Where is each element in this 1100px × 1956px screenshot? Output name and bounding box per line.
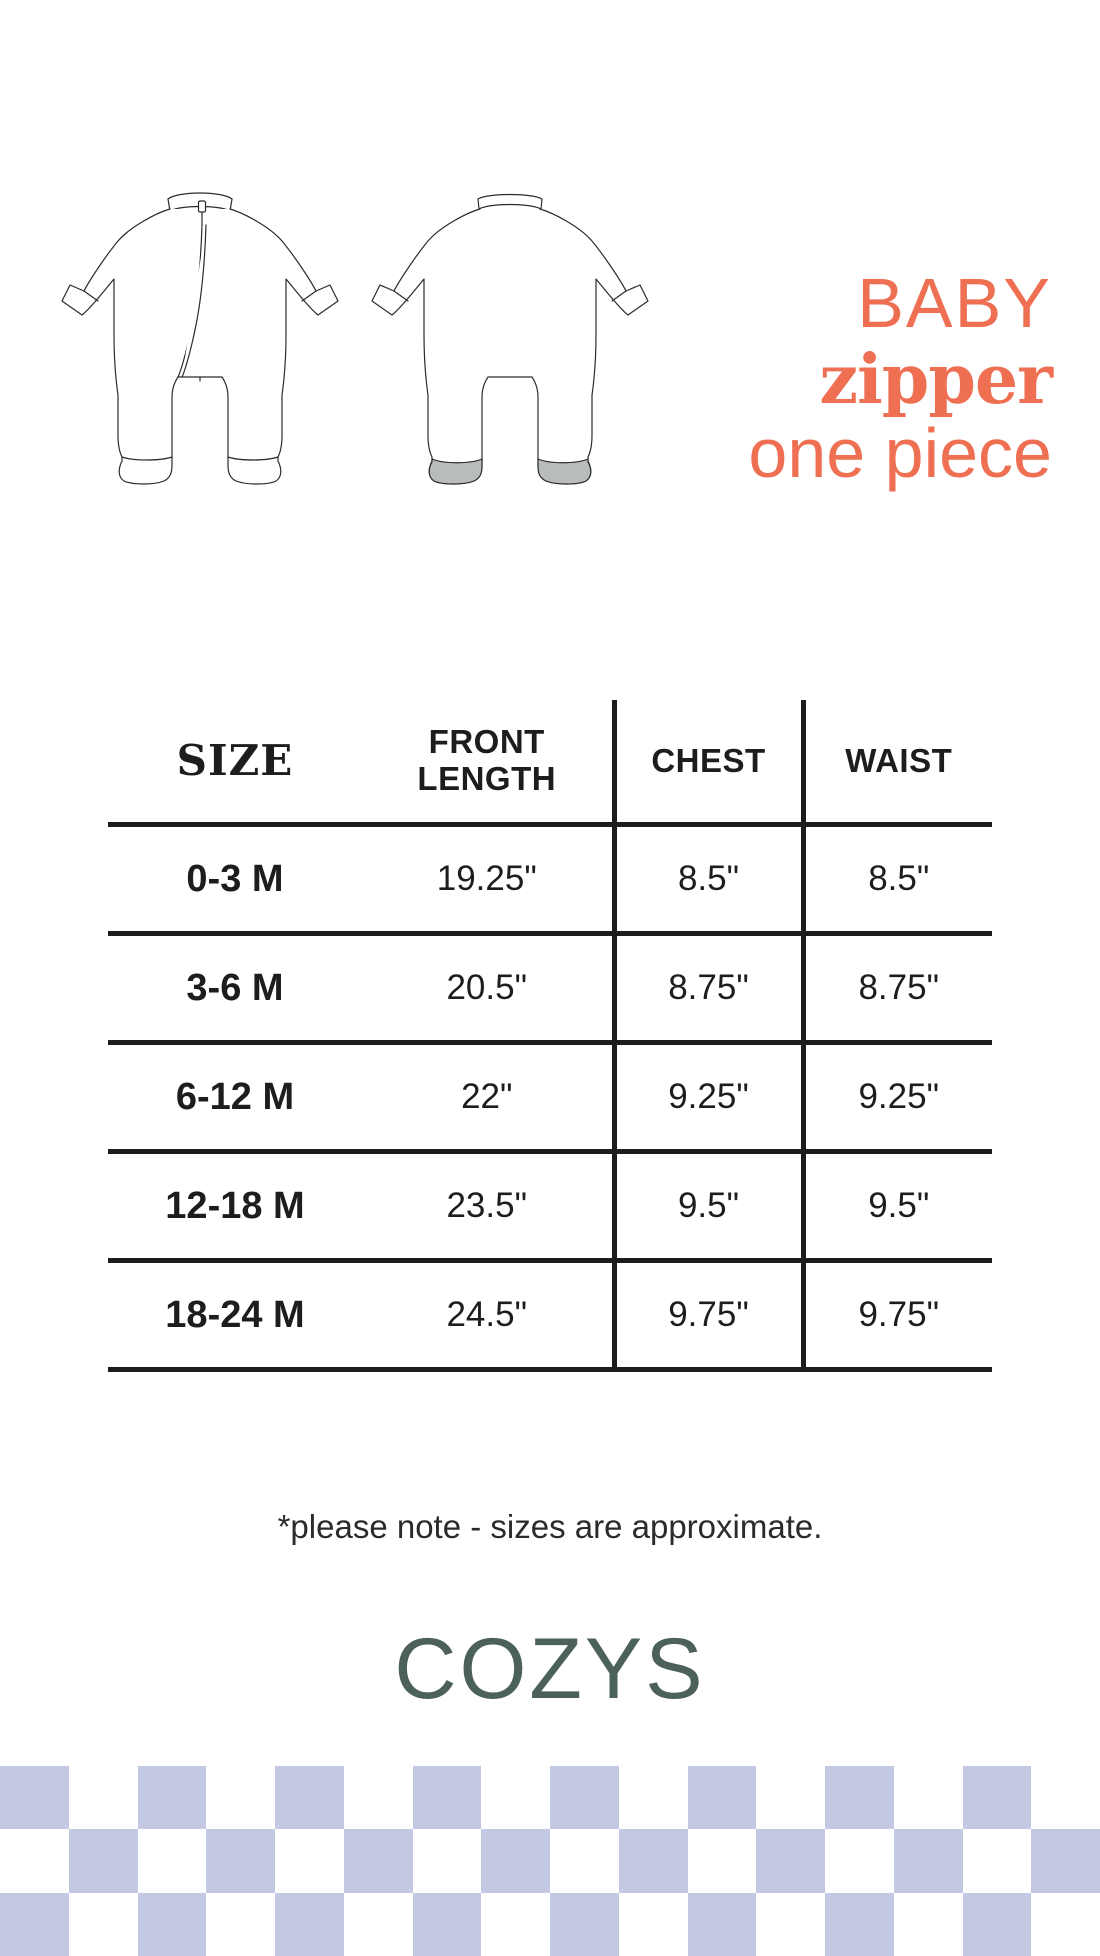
title-line-zipper: zipper bbox=[819, 340, 1052, 420]
title-line-one-piece: one piece bbox=[748, 414, 1052, 492]
checker-square bbox=[413, 1893, 482, 1956]
cell-size: 3-6 M bbox=[108, 934, 362, 1043]
page-title bbox=[532, 264, 1052, 492]
checker-square bbox=[1031, 1829, 1100, 1892]
checker-square bbox=[825, 1766, 894, 1829]
cell-front-length: 22" bbox=[362, 1043, 614, 1152]
checker-square bbox=[481, 1893, 550, 1956]
checker-square bbox=[344, 1829, 413, 1892]
cell-size: 0-3 M bbox=[108, 825, 362, 934]
checker-square bbox=[619, 1829, 688, 1892]
cell-front-length: 23.5" bbox=[362, 1152, 614, 1261]
table-row bbox=[108, 1043, 992, 1152]
table-row bbox=[108, 825, 992, 934]
cell-front-length: 24.5" bbox=[362, 1261, 614, 1370]
checker-square bbox=[138, 1893, 207, 1956]
table-row bbox=[108, 1261, 992, 1370]
cell-front-length: 20.5" bbox=[362, 934, 614, 1043]
checker-square bbox=[138, 1829, 207, 1892]
checker-square bbox=[550, 1829, 619, 1892]
checker-row bbox=[0, 1766, 1100, 1829]
checker-square bbox=[344, 1766, 413, 1829]
cell-chest: 8.5" bbox=[614, 825, 803, 934]
checker-square bbox=[275, 1766, 344, 1829]
checker-square bbox=[138, 1766, 207, 1829]
checker-square bbox=[1031, 1893, 1100, 1956]
cell-front-length: 19.25" bbox=[362, 825, 614, 934]
column-header-waist: WAIST bbox=[803, 700, 992, 825]
checker-square bbox=[275, 1829, 344, 1892]
cell-chest: 9.25" bbox=[614, 1043, 803, 1152]
title-line-baby: BABY bbox=[857, 264, 1052, 342]
cell-waist: 9.75" bbox=[803, 1261, 992, 1370]
checker-square bbox=[0, 1893, 69, 1956]
checker-square bbox=[69, 1893, 138, 1956]
checker-square bbox=[550, 1766, 619, 1829]
column-header-front-length bbox=[362, 700, 614, 825]
table-header-row bbox=[108, 700, 992, 825]
column-header-size: SIZE bbox=[108, 700, 362, 825]
garment-front-illustration bbox=[60, 185, 340, 500]
checker-square bbox=[963, 1766, 1032, 1829]
size-chart-table-container bbox=[108, 700, 992, 1372]
checker-square bbox=[825, 1829, 894, 1892]
cell-size: 6-12 M bbox=[108, 1043, 362, 1152]
checker-row bbox=[0, 1893, 1100, 1956]
checker-square bbox=[206, 1829, 275, 1892]
cell-size: 18-24 M bbox=[108, 1261, 362, 1370]
checker-square bbox=[894, 1893, 963, 1956]
checker-square bbox=[688, 1766, 757, 1829]
checker-square bbox=[619, 1766, 688, 1829]
checker-square bbox=[963, 1829, 1032, 1892]
brand-wordmark: COZYS bbox=[394, 1621, 706, 1717]
cell-chest: 9.75" bbox=[614, 1261, 803, 1370]
checker-square bbox=[894, 1766, 963, 1829]
column-header-front-length-line1: FRONT bbox=[428, 723, 545, 761]
checker-square bbox=[413, 1766, 482, 1829]
checker-row bbox=[0, 1829, 1100, 1892]
cell-waist: 8.5" bbox=[803, 825, 992, 934]
checker-square bbox=[756, 1829, 825, 1892]
header-illustration-section bbox=[0, 0, 1100, 660]
checker-square bbox=[206, 1893, 275, 1956]
checker-square bbox=[756, 1893, 825, 1956]
table-row bbox=[108, 1152, 992, 1261]
cell-chest: 9.5" bbox=[614, 1152, 803, 1261]
checker-square bbox=[69, 1766, 138, 1829]
sizes-approximate-note: *please note - sizes are approximate. bbox=[277, 1508, 823, 1545]
column-header-front-length-line2: LENGTH bbox=[417, 760, 557, 797]
cell-chest: 8.75" bbox=[614, 934, 803, 1043]
checker-square bbox=[619, 1893, 688, 1956]
checker-square bbox=[413, 1829, 482, 1892]
checker-square bbox=[69, 1829, 138, 1892]
checker-square bbox=[550, 1893, 619, 1956]
cell-waist: 8.75" bbox=[803, 934, 992, 1043]
cell-waist: 9.25" bbox=[803, 1043, 992, 1152]
checker-square bbox=[275, 1893, 344, 1956]
cell-size: 12-18 M bbox=[108, 1152, 362, 1261]
checker-square bbox=[344, 1893, 413, 1956]
checker-square bbox=[481, 1766, 550, 1829]
checker-square bbox=[688, 1829, 757, 1892]
checker-square bbox=[894, 1829, 963, 1892]
table-row bbox=[108, 934, 992, 1043]
checker-square bbox=[756, 1766, 825, 1829]
checker-square bbox=[688, 1893, 757, 1956]
checker-square bbox=[1031, 1766, 1100, 1829]
checker-square bbox=[0, 1766, 69, 1829]
checker-square bbox=[0, 1829, 69, 1892]
cell-waist: 9.5" bbox=[803, 1152, 992, 1261]
checker-square bbox=[206, 1766, 275, 1829]
checker-square bbox=[481, 1829, 550, 1892]
size-chart-table bbox=[108, 700, 992, 1372]
column-header-chest: CHEST bbox=[614, 700, 803, 825]
checker-square bbox=[825, 1893, 894, 1956]
checkerboard-footer-pattern bbox=[0, 1766, 1100, 1956]
checker-square bbox=[963, 1893, 1032, 1956]
